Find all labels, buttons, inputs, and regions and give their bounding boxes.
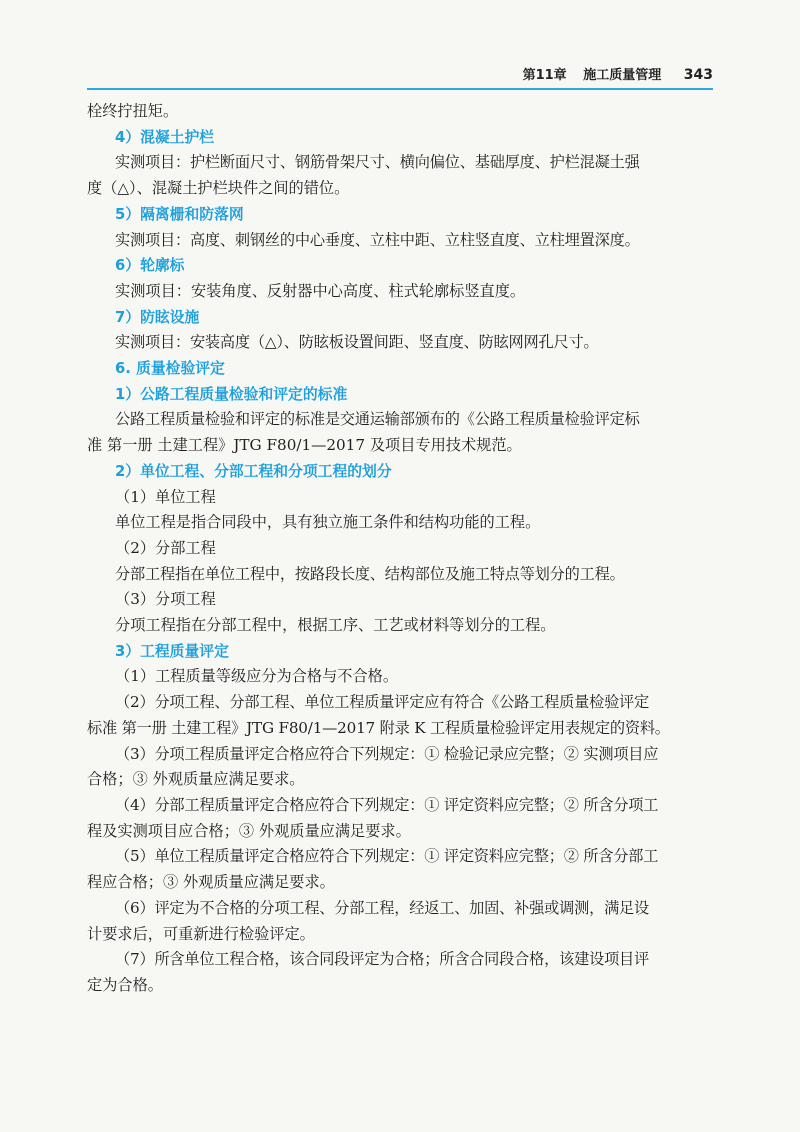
paragraph-line: （3）分项工程质量评定合格应符合下列规定：① 检验记录应完整；② 实测项目应 xyxy=(115,744,659,763)
section-heading: 1）公路工程质量检验和评定的标准 xyxy=(115,385,348,403)
page-number: 343 xyxy=(683,67,713,83)
header-rule xyxy=(87,88,713,90)
continuation-line: 栓终拧扭矩。 xyxy=(87,102,179,120)
chapter-label: 第11章 xyxy=(522,68,567,83)
section-heading: 7）防眩设施 xyxy=(115,308,200,326)
section-heading: 5）隔离栅和防落网 xyxy=(115,205,244,223)
paragraph-line: 实测项目：安装高度（△）、防眩板设置间距、竖直度、防眩网网孔尺寸。 xyxy=(115,333,599,352)
paragraph-line: 准 第一册 土建工程》JTG F80/1—2017 及项目专用技术规范。 xyxy=(87,436,522,455)
paragraph-line: （4）分部工程质量评定合格应符合下列规定：① 评定资料应完整；② 所含分项工 xyxy=(115,795,659,814)
paragraph-line: （5）单位工程质量评定合格应符合下列规定：① 评定资料应完整；② 所含分部工 xyxy=(115,847,659,866)
paragraph-line: 程及实测项目应合格；③ 外观质量应满足要求。 xyxy=(87,821,411,840)
section-heading: 4）混凝土护栏 xyxy=(115,128,215,146)
paragraph-line: 分项工程指在分部工程中，根据工序、工艺或材料等划分的工程。 xyxy=(115,616,556,635)
section-title: 施工质量管理 xyxy=(583,68,662,83)
paragraph-line: 标准 第一册 土建工程》JTG F80/1—2017 附录 K 工程质量检验评定用表规定的资料。 xyxy=(87,718,670,737)
paragraph-line: （1）工程质量等级应分为合格与不合格。 xyxy=(115,667,399,686)
paragraph-line: 度（△）、混凝土护栏块件之间的错位。 xyxy=(87,179,350,198)
section-heading: 2）单位工程、分部工程和分项工程的划分 xyxy=(115,462,392,480)
paragraph-line: （2）分项工程、分部工程、单位工程质量评定应有符合《公路工程质量检验评定 xyxy=(115,693,650,712)
paragraph-line: 实测项目：高度、刺钢丝的中心垂度、立柱中距、立柱竖直度、立柱埋置深度。 xyxy=(115,230,640,249)
section-heading: 6）轮廓标 xyxy=(115,257,185,275)
paragraph-line: 单位工程是指合同段中，具有独立施工条件和结构功能的工程。 xyxy=(115,513,541,532)
page-header xyxy=(87,62,713,90)
paragraph-line: 实测项目：护栏断面尺寸、钢筋骨架尺寸、横向偏位、基础厚度、护栏混凝土强 xyxy=(115,153,640,172)
paragraph-line: 合格；③ 外观质量应满足要求。 xyxy=(87,770,305,789)
paragraph-line: 程应合格；③ 外观质量应满足要求。 xyxy=(87,873,335,892)
paragraph-line: 分部工程指在单位工程中，按路段长度、结构部位及施工特点等划分的工程。 xyxy=(115,564,625,583)
paragraph-line: （6）评定为不合格的分项工程、分部工程，经返工、加固、补强或调测，满足设 xyxy=(115,898,650,917)
section-heading: 3）工程质量评定 xyxy=(115,642,229,660)
subheading-line: （2）分部工程 xyxy=(115,538,216,557)
paragraph-line: 公路工程质量检验和评定的标准是交通运输部颁布的《公路工程质量检验评定标 xyxy=(115,410,640,429)
paragraph-line: （7）所含单位工程合格，该合同段评定为合格；所含合同段合格，该建设项目评 xyxy=(115,950,650,969)
page-content xyxy=(87,99,713,999)
paragraph-line: 计要求后，可重新进行检验评定。 xyxy=(87,924,315,943)
subheading-line: （3）分项工程 xyxy=(115,590,216,609)
paragraph-line: 实测项目：安装角度、反射器中心高度、柱式轮廓标竖直度。 xyxy=(115,281,526,300)
paragraph-line: 定为合格。 xyxy=(87,975,163,994)
chapter-subheading: 6. 质量检验评定 xyxy=(115,360,225,378)
header-text xyxy=(523,64,713,83)
subheading-line: （1）单位工程 xyxy=(115,487,216,506)
